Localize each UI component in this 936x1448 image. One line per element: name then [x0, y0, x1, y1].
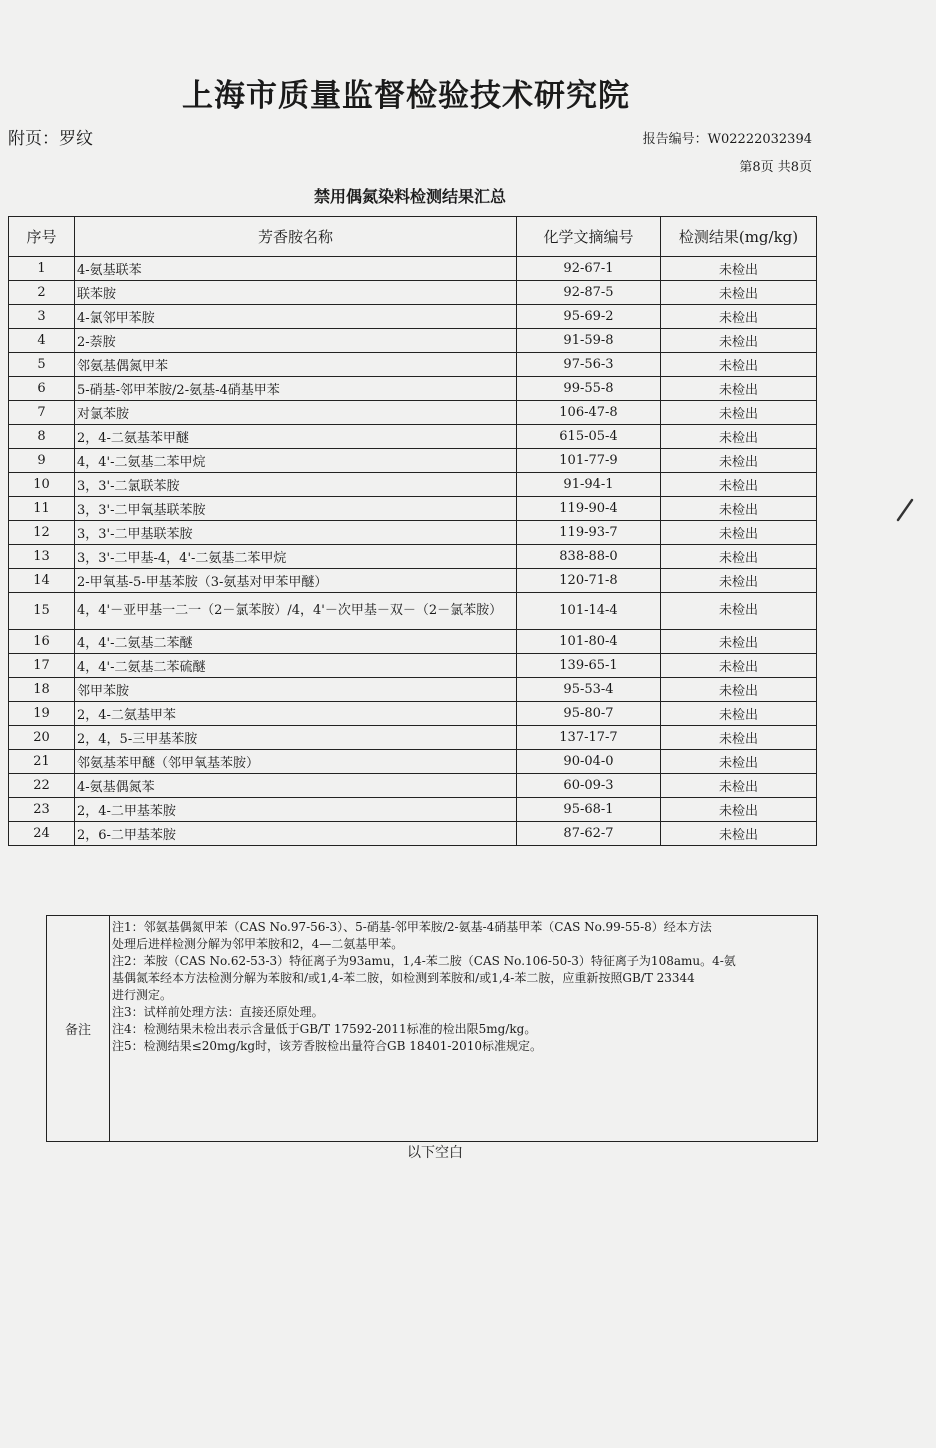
row-result: 未检出 — [661, 654, 817, 678]
stamp-stroke-mark — [894, 498, 916, 522]
row-seq: 18 — [9, 678, 75, 702]
row-result: 未检出 — [661, 545, 817, 569]
table-row — [9, 702, 817, 726]
page-info: 第8页 共8页 — [739, 160, 812, 175]
note-line: 基偶氮苯经本方法检测分解为苯胺和/或1,4-苯二胺，如检测到苯胺和/或1,4-苯二胺，应重新按照GB/T 23344 — [112, 971, 695, 985]
row-amine-name: 4，4'-二氨基二苯醚 — [75, 630, 517, 654]
row-seq: 9 — [9, 449, 75, 473]
attachment-label: 附页：罗纹 — [8, 129, 93, 149]
row-result: 未检出 — [661, 353, 817, 377]
row-amine-name: 5-硝基-邻甲苯胺/2-氨基-4硝基甲苯 — [75, 377, 517, 401]
row-seq: 3 — [9, 305, 75, 329]
note-line: 注5：检测结果≤20mg/kg时，该芳香胺检出量符合GB 18401-2010标准规定。 — [112, 1039, 543, 1053]
table-row — [9, 449, 817, 473]
note-line: 进行测定。 — [112, 988, 173, 1002]
row-result: 未检出 — [661, 726, 817, 750]
row-result: 未检出 — [661, 750, 817, 774]
table-row — [9, 521, 817, 545]
row-result: 未检出 — [661, 281, 817, 305]
row-amine-name: 3，3'-二甲基-4，4'-二氨基二苯甲烷 — [75, 545, 517, 569]
row-cas-number: 95-53-4 — [517, 678, 661, 702]
row-seq: 5 — [9, 353, 75, 377]
row-seq: 13 — [9, 545, 75, 569]
row-seq: 19 — [9, 702, 75, 726]
table-row — [9, 798, 817, 822]
table-row — [9, 678, 817, 702]
row-cas-number: 95-68-1 — [517, 798, 661, 822]
header-amine-name: 芳香胺名称 — [75, 217, 517, 257]
row-cas-number: 92-87-5 — [517, 281, 661, 305]
row-seq: 1 — [9, 257, 75, 281]
row-cas-number: 92-67-1 — [517, 257, 661, 281]
row-amine-name: 4，4'-二氨基二苯硫醚 — [75, 654, 517, 678]
row-amine-name: 邻氨基偶氮甲苯 — [75, 353, 517, 377]
table-row — [9, 726, 817, 750]
table-row — [9, 593, 817, 630]
row-amine-name: 4，4'－亚甲基一二一（2－氯苯胺）/4，4'－次甲基－双－（2－氯苯胺） — [75, 593, 517, 630]
row-amine-name: 邻甲苯胺 — [75, 678, 517, 702]
note-line: 处理后进样检测分解为邻甲苯胺和2，4—二氨基甲苯。 — [112, 937, 404, 951]
row-seq: 17 — [9, 654, 75, 678]
table-row — [9, 750, 817, 774]
row-seq: 21 — [9, 750, 75, 774]
row-result: 未检出 — [661, 798, 817, 822]
row-cas-number: 60-09-3 — [517, 774, 661, 798]
row-seq: 2 — [9, 281, 75, 305]
table-row — [9, 654, 817, 678]
note-line: 注1：邻氨基偶氮甲苯（CAS No.97-56-3）、5-硝基-邻甲苯胺/2-氨基-4硝基甲苯（CAS No.99-55-8）经本方法 — [112, 920, 712, 934]
header-seq: 序号 — [9, 217, 75, 257]
row-seq: 8 — [9, 425, 75, 449]
row-result: 未检出 — [661, 377, 817, 401]
table-row — [9, 377, 817, 401]
row-seq: 4 — [9, 329, 75, 353]
table-row — [9, 774, 817, 798]
row-cas-number: 95-69-2 — [517, 305, 661, 329]
table-row — [9, 353, 817, 377]
row-cas-number: 119-90-4 — [517, 497, 661, 521]
row-cas-number: 101-14-4 — [517, 593, 661, 630]
table-row — [9, 545, 817, 569]
row-amine-name: 3，3'-二氯联苯胺 — [75, 473, 517, 497]
row-result: 未检出 — [661, 569, 817, 593]
row-cas-number: 119-93-7 — [517, 521, 661, 545]
row-cas-number: 91-59-8 — [517, 329, 661, 353]
row-cas-number: 101-77-9 — [517, 449, 661, 473]
row-cas-number: 101-80-4 — [517, 630, 661, 654]
row-result: 未检出 — [661, 774, 817, 798]
row-cas-number: 106-47-8 — [517, 401, 661, 425]
row-seq: 23 — [9, 798, 75, 822]
row-amine-name: 4-氯邻甲苯胺 — [75, 305, 517, 329]
row-seq: 10 — [9, 473, 75, 497]
table-body — [9, 257, 817, 846]
row-seq: 12 — [9, 521, 75, 545]
notes-label: 备注 — [47, 916, 110, 1142]
note-line: 注4：检测结果未检出表示含量低于GB/T 17592-2011标准的检出限5mg/kg。 — [112, 1022, 537, 1036]
row-cas-number: 91-94-1 — [517, 473, 661, 497]
row-seq: 22 — [9, 774, 75, 798]
table-row — [9, 329, 817, 353]
row-result: 未检出 — [661, 702, 817, 726]
row-seq: 14 — [9, 569, 75, 593]
row-result: 未检出 — [661, 449, 817, 473]
row-result: 未检出 — [661, 497, 817, 521]
row-amine-name: 2，4-二氨基苯甲醚 — [75, 425, 517, 449]
row-cas-number: 95-80-7 — [517, 702, 661, 726]
table-row — [9, 305, 817, 329]
row-cas-number: 137-17-7 — [517, 726, 661, 750]
row-result: 未检出 — [661, 678, 817, 702]
table-row — [9, 401, 817, 425]
row-seq: 15 — [9, 593, 75, 630]
row-cas-number: 87-62-7 — [517, 822, 661, 846]
table-header-row — [9, 217, 817, 257]
row-amine-name: 2-萘胺 — [75, 329, 517, 353]
row-amine-name: 2，4-二氨基甲苯 — [75, 702, 517, 726]
row-cas-number: 97-56-3 — [517, 353, 661, 377]
row-amine-name: 3，3'-二甲氧基联苯胺 — [75, 497, 517, 521]
report-number: 报告编号：W02222032394 — [642, 132, 812, 147]
row-amine-name: 4，4'-二氨基二苯甲烷 — [75, 449, 517, 473]
row-seq: 6 — [9, 377, 75, 401]
row-result: 未检出 — [661, 329, 817, 353]
row-amine-name: 2，4-二甲基苯胺 — [75, 798, 517, 822]
header-result: 检测结果(mg/kg) — [661, 217, 817, 257]
row-amine-name: 3，3'-二甲基联苯胺 — [75, 521, 517, 545]
row-cas-number: 99-55-8 — [517, 377, 661, 401]
table-row — [9, 569, 817, 593]
table-title: 禁用偶氮染料检测结果汇总 — [313, 187, 506, 206]
row-amine-name: 联苯胺 — [75, 281, 517, 305]
header-cas-number: 化学文摘编号 — [517, 217, 661, 257]
row-amine-name: 4-氨基偶氮苯 — [75, 774, 517, 798]
row-cas-number: 139-65-1 — [517, 654, 661, 678]
row-result: 未检出 — [661, 822, 817, 846]
row-cas-number: 838-88-0 — [517, 545, 661, 569]
row-amine-name: 对氯苯胺 — [75, 401, 517, 425]
row-result: 未检出 — [661, 257, 817, 281]
table-row — [9, 257, 817, 281]
row-amine-name: 2，6-二甲基苯胺 — [75, 822, 517, 846]
row-seq: 20 — [9, 726, 75, 750]
table-row — [9, 822, 817, 846]
row-amine-name: 2，4，5-三甲基苯胺 — [75, 726, 517, 750]
notes-row — [47, 916, 818, 1142]
table-row — [9, 425, 817, 449]
row-result: 未检出 — [661, 401, 817, 425]
row-seq: 11 — [9, 497, 75, 521]
row-result: 未检出 — [661, 521, 817, 545]
row-seq: 24 — [9, 822, 75, 846]
notes-table — [46, 915, 818, 1142]
note-line: 注2：苯胺（CAS No.62-53-3）特征离子为93amu，1,4-苯二胺（CAS No.106-50-3）特征离子为108amu。4-氨 — [112, 954, 736, 968]
table-row — [9, 473, 817, 497]
row-cas-number: 90-04-0 — [517, 750, 661, 774]
row-cas-number: 615-05-4 — [517, 425, 661, 449]
note-line: 注3：试样前处理方法：直接还原处理。 — [112, 1005, 324, 1019]
row-amine-name: 2-甲氧基-5-甲基苯胺（3-氨基对甲苯甲醚） — [75, 569, 517, 593]
row-result: 未检出 — [661, 630, 817, 654]
table-row — [9, 497, 817, 521]
row-seq: 16 — [9, 630, 75, 654]
row-seq: 7 — [9, 401, 75, 425]
notes-body — [110, 916, 818, 1142]
row-amine-name: 邻氨基苯甲醚（邻甲氧基苯胺） — [75, 750, 517, 774]
row-result: 未检出 — [661, 593, 817, 630]
row-result: 未检出 — [661, 425, 817, 449]
results-table — [8, 216, 817, 846]
row-result: 未检出 — [661, 473, 817, 497]
row-cas-number: 120-71-8 — [517, 569, 661, 593]
row-result: 未检出 — [661, 305, 817, 329]
row-amine-name: 4-氨基联苯 — [75, 257, 517, 281]
institute-title: 上海市质量监督检验技术研究院 — [182, 78, 630, 114]
blank-notice: 以下空白 — [407, 1145, 463, 1161]
table-row — [9, 630, 817, 654]
table-row — [9, 281, 817, 305]
